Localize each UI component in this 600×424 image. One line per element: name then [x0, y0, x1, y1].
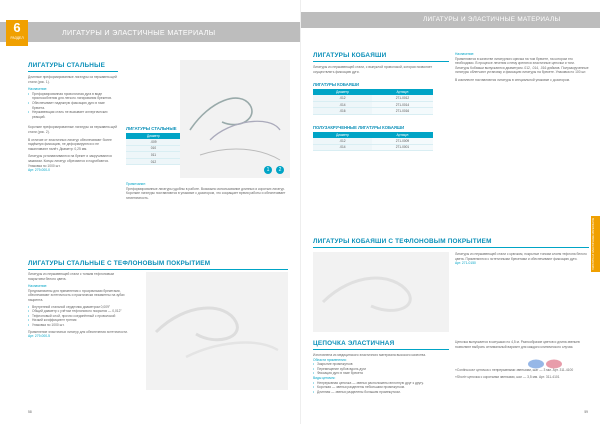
heading-rule	[313, 349, 449, 350]
cobalt-heading: ЛИГАТУРЫ КОБАЯШИ	[313, 52, 387, 59]
cobalt-table1-title: ЛИГАТУРЫ КОБАЯШИ	[313, 82, 360, 88]
chain-r1: «Continuous» цепочка с непрерывными звеньями, шаг — 3 мм. Арт. 311-4100	[455, 368, 574, 372]
teflon-footer-text: Применение эластичных лигатур для обеспечения эстетичности. Арт. 279-000-5	[28, 329, 128, 339]
heading-rule	[313, 247, 589, 248]
teflon-steel-heading: ЛИГАТУРЫ СТАЛЬНЫЕ С ТЕФЛОНОВЫМ ПОКРЫТИЕМ	[28, 260, 211, 267]
list-item: • Непрерывная цепочка — звенья расположены вплотную друг к другу.	[313, 381, 449, 386]
section-number: 6	[13, 20, 21, 35]
cobalt-half-table	[313, 132, 433, 151]
chain-r2: «Short» цепочка с короткими звеньями, шаг — 3,5 мм. Арт. 311-4101	[455, 374, 560, 379]
section-word: РАЗДЕЛ	[10, 36, 24, 40]
chain-heading: ЦЕПОЧКА ЭЛАСТИЧНАЯ	[313, 340, 395, 347]
spool-image	[527, 359, 563, 369]
left-page-number: 58	[28, 410, 32, 414]
right-page-title: ЛИГАТУРЫ И ЭЛАСТИЧНЫЕ МАТЕРИАЛЫ	[423, 16, 561, 23]
table-row: .014 271-0014	[313, 101, 433, 108]
cobalt-teflon-photo	[313, 252, 449, 332]
list-item: • Общий диаметр с учётом тефлонового покрытия — 0,012"	[28, 309, 128, 314]
figure-marker-1: 1	[264, 166, 272, 174]
teflon-wire-image	[146, 272, 288, 390]
steel-adv-heading: Назначение:	[28, 87, 48, 92]
teflon-ligature-photo	[146, 272, 288, 390]
cobalt-note2: В комплекте поставляются лигатуры в специальной упаковке с дозатором.	[455, 77, 570, 82]
chain-intro: Изготовлена из медицинского эластичного материала высокого качества.	[313, 353, 426, 357]
left-page-title: ЛИГАТУРЫ И ЭЛАСТИЧНЫЕ МАТЕРИАЛЫ	[62, 28, 216, 37]
table-header: Диаметр	[313, 132, 372, 138]
table-row: .012 271-0009	[313, 138, 433, 144]
figure-marker-2: 2	[276, 166, 284, 174]
chain-para: Цепочка выпускается в катушках по 4,5 м. Разнообразие цветов и длина звеньев позволяют выбрать оптимальный вариант для каждого клинического случая.	[455, 340, 580, 349]
list-item: • Перемещение зубов вдоль дуги	[313, 367, 449, 372]
right-page-number: 59	[584, 410, 588, 414]
table-row: 012	[126, 158, 246, 165]
list-item: • Закрытие промежутков	[313, 362, 449, 367]
table-row: .012 271-0012	[313, 95, 433, 101]
cobalt-table2-title: ПОЛУЗАКРУЧЕННЫЕ ЛИГАТУРЫ КОБАЯШИ	[313, 124, 405, 130]
list-item: • Обеспечивает надежную фиксацию дуги в пазе брекета.	[28, 101, 118, 110]
list-item: • Низкий коэффициент трения	[28, 318, 128, 323]
teflon-steel-art: Арт. 279-000-5	[28, 334, 50, 339]
right-page	[300, 0, 600, 424]
steel-para3: В отличие от эластичных лигатур обеспечивают более надёжную фиксацию, не деформируются и не накапливают налёт. Диаметр: 0,25 мм.	[28, 137, 112, 151]
table-row: .009	[126, 139, 246, 145]
steel-para2: Короткие преформированные лигатуры из нержавею-щей стали (рис. 2).	[28, 125, 118, 134]
table-header: Диаметр	[313, 89, 372, 95]
steel-note: Преформированные лигатуры удобны в работе. Возможно использование длинных и коротких лигатур. Короткие лигатуры поставляются в упаковке с дозатором, что сокращает время работы и обеспечивает гигиеничность.	[126, 186, 286, 200]
list-item: • Внутренний стальной сердечник диаметром 0,009"	[28, 305, 128, 310]
steel-para4: Лигатуры устанавливаются на брекет и закручиваются зажимом. Концы лигатур обрезаются и подгибаются. Упаковка по 1000 шт.	[28, 154, 112, 168]
steel-note-heading: Примечание:	[126, 182, 146, 186]
chain-sub1: Области применения:	[313, 357, 347, 362]
list-item: • Упаковка по 1000 шт.	[28, 323, 128, 328]
chain-sub2: Виды цепочек:	[313, 375, 336, 380]
table-header: Артикул	[372, 89, 433, 95]
teflon-steel-intro: Лигатуры из нержавеющей стали с тонким тефлоновым покрытием белого цвета.	[28, 272, 114, 281]
table-row: .014 271-0001	[313, 144, 433, 151]
table-row: .016 271-0016	[313, 108, 433, 115]
steel-heading: ЛИГАТУРЫ СТАЛЬНЫЕ	[28, 62, 106, 69]
list-item: • Фиксация дуги в пазе брекета	[313, 371, 449, 376]
chain-spools	[527, 356, 563, 366]
section-badge	[6, 20, 28, 46]
cobalt-teflon-intro: Лигатуры из нержавеющей стали с крючком, покрытые тонким слоем тефлона белого цвета. Применяются с эстетичными брекетами и обеспечивают фиксацию дуги.	[455, 252, 587, 261]
cobalt-teflon-heading: ЛИГАТУРЫ КОБАЯШИ С ТЕФЛОНОВЫМ ПОКРЫТИЕМ	[313, 238, 492, 245]
side-tab	[591, 216, 600, 272]
cobalt-note-heading: Назначение:	[455, 52, 475, 56]
cobalt-table	[313, 89, 433, 115]
list-item: • Длинная — звенья разделены большим промежутком.	[313, 390, 449, 395]
teflon-adv-heading: Назначение:	[28, 284, 48, 289]
side-tab-label: ЛИГАТУРЫ И ЭЛАСТИЧНЫЕ МАТЕРИАЛЫ	[592, 217, 595, 270]
steel-intro: Длинные преформированные лигатуры из нержавею-щей стали (рис. 1).	[28, 75, 117, 84]
list-item: • Короткая — звенья разделены небольшим промежутком.	[313, 385, 449, 390]
list-item: • Тефлоновый слой, прочно соединённый с проволокой	[28, 314, 128, 319]
cobalt-teflon-art: Арт. 271-0150	[455, 261, 476, 266]
list-item: • Преформированная проволочная дуга в виде приспособления для легкого лигирования брекетов.	[28, 92, 118, 101]
teflon-steel-para: Предназначены для применения с прозрачными брекетами, обеспечивают эстетичность и практически незаметны на зубах пациента.	[28, 288, 125, 302]
cobalt-note: Применяются в качестве лигатурного крючка на том брекете, на котором это необходимо. В процессе лечения к нему крепятся эластичные цепочки и тяги. Лигатуры Кобаяши выпускаются диаметром .012, .014, .016 дюймов. Полузакрученные лигатуры облегчают установку и фиксацию лигатуры на брекете. Упаковка по 100 шт.	[455, 56, 589, 75]
cobalt-intro: Лигатуры из нержавеющей стали, с выпуклой проволокой, которая позволяет осуществлять фиксацию дуги.	[313, 65, 433, 74]
table-row: 011	[126, 152, 246, 159]
steel-ligature-photo	[180, 60, 290, 178]
steel-table-title: ЛИГАТУРЫ СТАЛЬНЫЕ	[126, 126, 177, 131]
heading-rule	[28, 71, 118, 72]
list-item: • Нержавеющая сталь не вызывает аллергических реакций.	[28, 110, 118, 119]
table-row: 010	[126, 145, 246, 152]
teflon-hook-image	[313, 252, 449, 332]
table-header: Артикул	[372, 132, 433, 138]
heading-rule	[313, 61, 449, 62]
table-header: Диаметр	[126, 133, 181, 139]
wire-ligature-image	[180, 60, 290, 178]
steel-art: Арт. 279-000-0	[28, 168, 50, 173]
heading-rule	[28, 269, 288, 270]
